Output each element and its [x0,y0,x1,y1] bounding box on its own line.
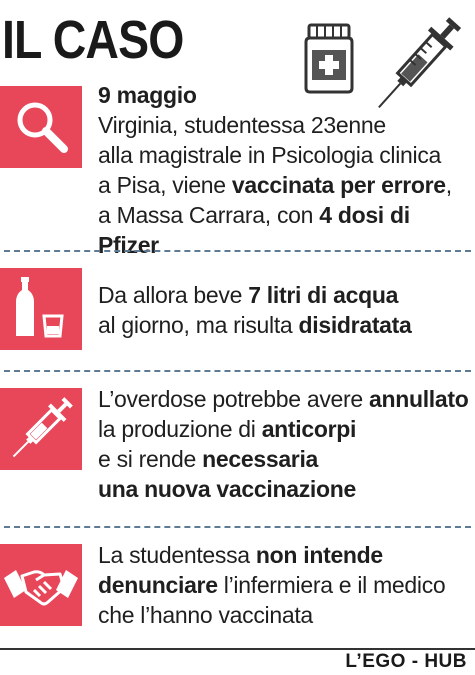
separator [4,370,471,372]
separator [4,250,471,252]
item-text [98,80,470,260]
text-line: a Pisa, viene vaccinata per errore, [98,172,452,198]
magnifier-icon [0,86,82,168]
text-line: la produzione di anticorpi [98,416,357,442]
text-line: Da allora beve 7 litri di acqua [98,282,399,308]
syringe-icon [0,388,82,470]
text-line: Virginia, studentessa 23enne [98,112,386,138]
syringe-icon-box [0,388,82,470]
text-line: a Massa Carrara, con 4 dosi di Pfizer [98,202,410,258]
text-line: al giorno, ma risulta disidratata [98,312,412,338]
text-line: che l’hanno vaccinata [98,602,313,628]
item-text [98,384,470,504]
bottle-icon-box [0,268,82,350]
text-line: alla magistrale in Psicologia clinica [98,142,442,168]
footer-rule [0,648,475,650]
handshake-icon [0,544,82,626]
text-line: e si rende necessaria [98,446,319,472]
text-line: La studentessa non intende [98,542,383,568]
text-line: denunciare l’infermiera e il medico [98,572,446,598]
magnifier-icon-box [0,86,82,168]
page-title: IL CASO [2,10,184,70]
separator [4,526,471,528]
source-credit: L’EGO - HUB [345,651,467,672]
item-text [98,540,470,630]
bottle-and-glass-icon [0,268,82,350]
item-text [98,280,470,340]
handshake-icon-box [0,544,82,626]
text-line: una nuova vaccinazione [98,476,356,502]
text-line: L’overdose potrebbe avere annullato [98,386,469,412]
item-date: 9 maggio [98,82,197,108]
